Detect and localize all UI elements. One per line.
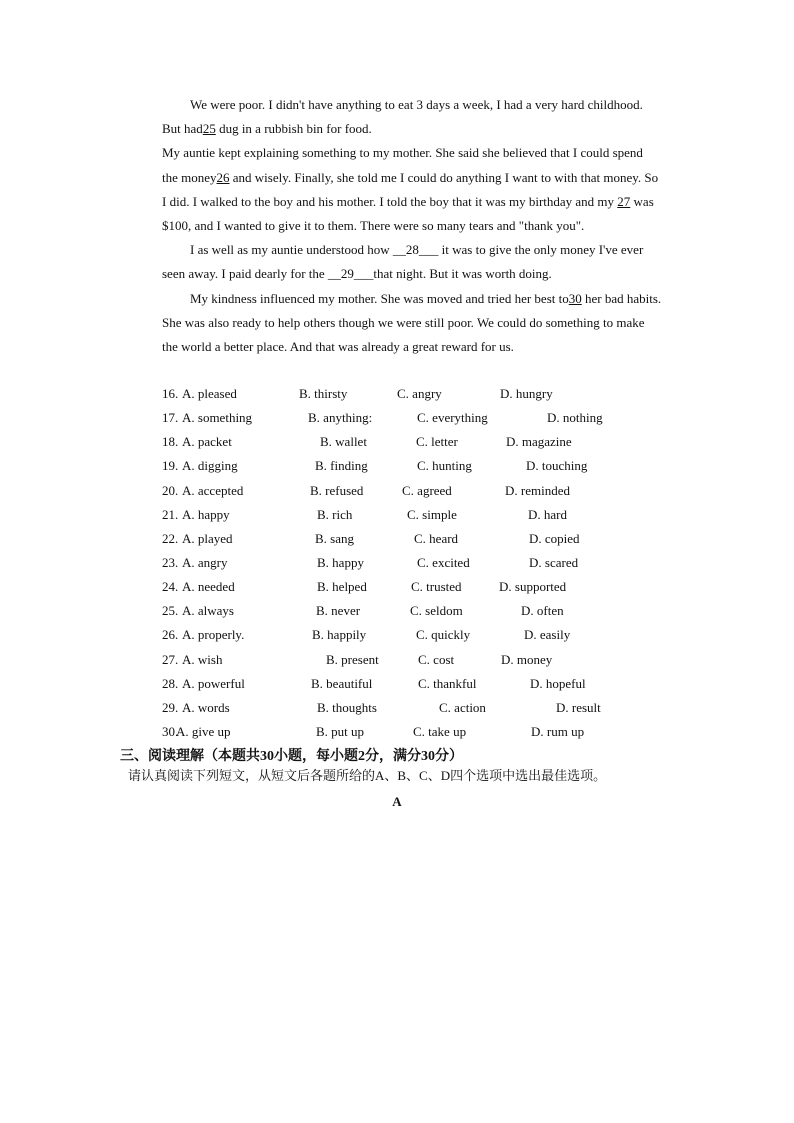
question-number: 27.: [162, 651, 179, 667]
option-row-16: [162, 382, 642, 406]
option-row-20: [162, 479, 642, 503]
section-instructions: 请认真阅读下列短文，从短文后各题所给的A、B、C、D四个选项中选出最佳选项。: [128, 768, 607, 783]
question-number: 16.: [162, 386, 179, 401]
option-d: D. reminded: [505, 482, 570, 498]
option-a: A. needed: [182, 579, 235, 595]
option-row-29: [162, 696, 642, 720]
passage-text: her bad habits. She was also ready to help others though we were still poor. We could do something to make the world a better place. And that was already a great reward for us.: [162, 290, 662, 355]
option-row-23: [162, 551, 642, 575]
option-b: B. finding: [315, 458, 368, 474]
question-number: 26.: [162, 627, 179, 643]
option-c: C. heard: [414, 530, 459, 546]
section-title: 三、阅读理解（本题共30小题，每小题2分，满分30分）: [120, 749, 463, 764]
option-row-25: [162, 599, 642, 623]
answer-options: [162, 382, 642, 744]
blank-27: 27: [617, 193, 631, 209]
cloze-passage: [162, 93, 662, 359]
option-c: C. angry: [397, 386, 442, 401]
option-a: A. give up: [176, 723, 231, 739]
option-c: C. take up: [413, 723, 467, 739]
question-number: 29.: [162, 699, 179, 715]
option-b: B. happily: [312, 627, 367, 643]
option-b: B. sang: [315, 530, 354, 546]
question-number: 22.: [162, 530, 179, 546]
passage-label: A: [392, 794, 402, 809]
passage-paragraph-1: [162, 93, 662, 141]
option-d: D. touching: [526, 458, 588, 474]
option-c: C. simple: [407, 506, 457, 522]
option-row-21: [162, 503, 642, 527]
option-c: C. trusted: [411, 579, 462, 595]
option-c: C. hunting: [417, 458, 472, 474]
option-d: D. hard: [528, 506, 567, 522]
option-c: C. everything: [417, 410, 488, 426]
option-row-19: [162, 454, 642, 478]
passage-paragraph-3: [162, 238, 662, 286]
question-number: 23.: [162, 554, 179, 570]
option-c: C. action: [439, 699, 486, 715]
question-number: 20.: [162, 482, 179, 498]
option-row-24: [162, 575, 642, 599]
option-a: A. always: [182, 603, 234, 619]
option-row-17: [162, 406, 642, 430]
option-a: A. something: [182, 410, 253, 426]
option-d: D. supported: [499, 579, 567, 595]
option-d: D. copied: [529, 530, 580, 546]
option-a: A. powerful: [182, 675, 245, 691]
option-b: B. thirsty: [299, 386, 348, 401]
option-d: D. magazine: [506, 434, 572, 450]
option-a: A. pleased: [182, 386, 237, 401]
option-b: B. helped: [317, 579, 367, 595]
option-b: B. refused: [310, 482, 364, 498]
option-b: B. rich: [317, 506, 353, 522]
option-b: B. put up: [316, 723, 365, 739]
option-d: D. money: [501, 651, 553, 667]
option-row-22: [162, 527, 642, 551]
option-d: D. result: [556, 699, 601, 715]
question-number: 19.: [162, 458, 179, 474]
option-c: C. excited: [417, 554, 470, 570]
option-d: D. hopeful: [530, 675, 586, 691]
option-a: A. angry: [182, 554, 228, 570]
question-number: 21.: [162, 506, 179, 522]
option-c: C. letter: [416, 434, 458, 450]
option-c: C. seldom: [410, 603, 463, 619]
passage-text: My kindness influenced my mother. She was moved and tried her best to: [190, 290, 569, 306]
option-row-26: [162, 623, 642, 647]
question-number: 17.: [162, 410, 179, 426]
passage-paragraph-2: [162, 141, 662, 238]
passage-paragraph-4: [162, 287, 662, 360]
question-number: 18.: [162, 434, 179, 450]
option-c: C. thankful: [418, 675, 477, 691]
option-b: B. happy: [317, 554, 364, 570]
option-d: D. nothing: [547, 410, 603, 426]
option-d: D. often: [521, 603, 564, 619]
option-a: A. digging: [182, 458, 238, 474]
option-b: B. thoughts: [317, 699, 377, 715]
option-a: A. packet: [182, 434, 232, 450]
passage-text: My auntie kept explaining something to my mother. She said she believed that I could spend the money: [162, 145, 643, 185]
option-b: B. beautiful: [311, 675, 373, 691]
passage-text: was $100, and I wanted to give it to them. There were so many tears and "thank you".: [162, 193, 654, 234]
blank-25: 25: [202, 121, 216, 137]
option-a: A. words: [182, 699, 230, 715]
option-a: A. properly.: [182, 627, 245, 643]
passage-text: I as well as my auntie understood how __28___ it was to give the only money I've ever seen away. I paid dearly for the __29___that night. But it was worth doing.: [162, 242, 644, 282]
passage-text: and wisely. Finally, she told me I could do anything I want to with that money. So I did. I walked to the boy and his mother. I told the boy that it was my birthday and my: [162, 169, 659, 209]
option-c: C. quickly: [416, 627, 471, 643]
option-b: B. anything:: [308, 410, 373, 426]
option-row-28: [162, 672, 642, 696]
option-a: A. accepted: [182, 482, 244, 498]
blank-26: 26: [216, 169, 230, 185]
question-number: 28.: [162, 675, 179, 691]
option-a: A. happy: [182, 506, 230, 522]
option-d: D. easily: [524, 627, 571, 643]
option-c: C. cost: [418, 651, 455, 667]
option-row-27: [162, 648, 642, 672]
passage-text: dug in a rubbish bin for food.: [219, 121, 372, 137]
option-a: A. played: [182, 530, 233, 546]
option-d: D. scared: [529, 554, 579, 570]
option-b: B. present: [326, 651, 379, 667]
question-number: 30.: [162, 723, 179, 739]
option-c: C. agreed: [402, 482, 452, 498]
option-b: B. wallet: [320, 434, 367, 450]
option-b: B. never: [316, 603, 361, 619]
option-d: D. rum up: [531, 723, 585, 739]
blank-30: 30: [568, 290, 582, 306]
option-a: A. wish: [182, 651, 223, 667]
option-d: D. hungry: [500, 386, 553, 401]
passage-text: We were poor. I didn't have anything to eat 3 days a week, I had a very hard childhood. But had: [162, 97, 643, 137]
question-number: 25.: [162, 603, 179, 619]
question-number: 24.: [162, 579, 179, 595]
option-row-30: [162, 720, 642, 744]
option-row-18: [162, 430, 642, 454]
